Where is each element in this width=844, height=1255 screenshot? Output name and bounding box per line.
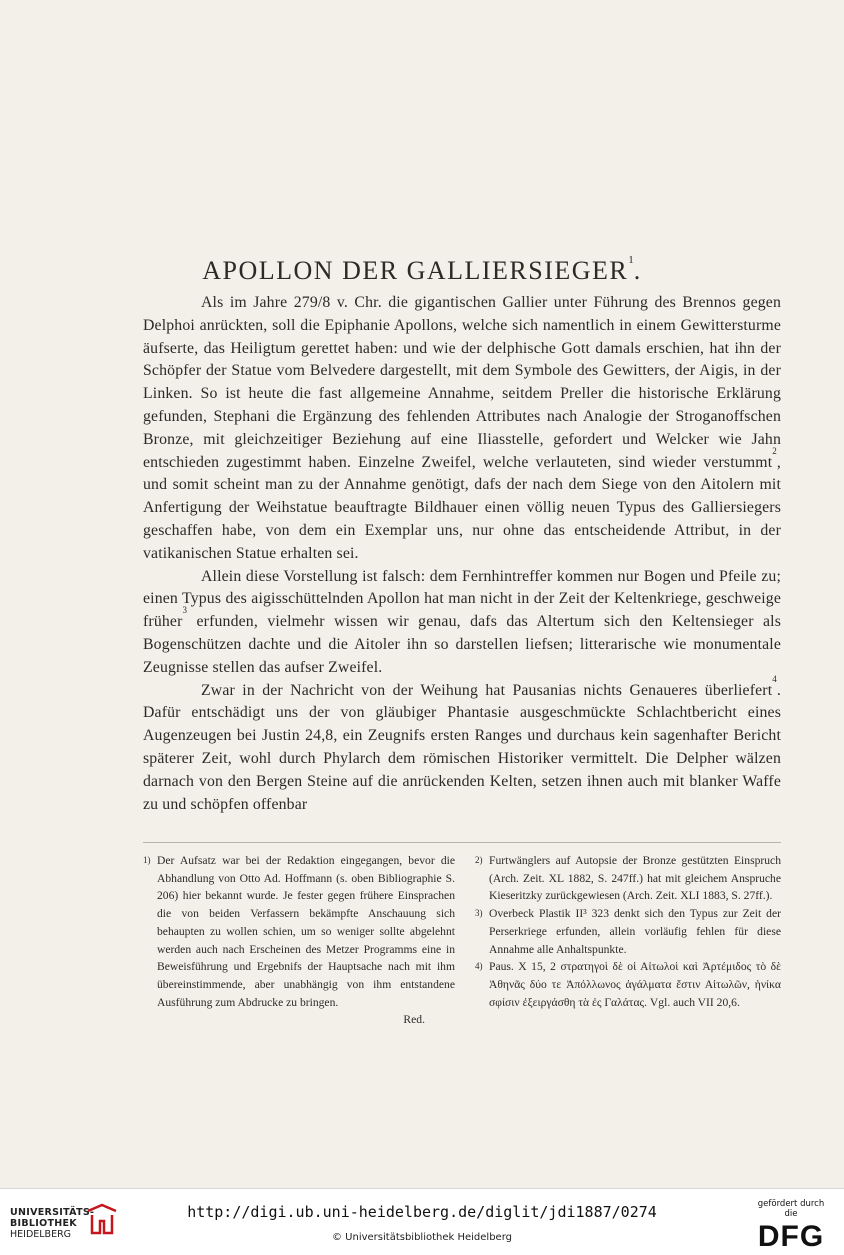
footnote-marker: 4 [772, 673, 777, 684]
footnote [475, 958, 781, 1011]
footnote-text: Paus. X 15, 2 στρατηγοὶ δὲ οἱ Αἰτωλοὶ καὶ Ἀρτέμιδος τὸ δὲ Ἀθηνᾶς δύο τε Ἀπόλλωνος ἀγάλματα ἔστιν Αἰτωλῶν, ἡνίκα σφίσιν ἐξειργάσθη τὰ ἐς Γαλάτας. Vgl. auch VII 20,6. [489, 960, 781, 1009]
footnote-number: 3) [475, 908, 483, 919]
footnotes-right-column [475, 852, 781, 1029]
body-text-run: Als im Jahre 279/8 v. Chr. die gigantischen Gallier unter Führung des Brennos gegen Delphoi anrückten, soll die Epiphanie Apollons, welche sich namentlich in einem Gewittersturme äufserte, das Heiligtum gerettet haben: und wie der delphische Gott damals erschien, hat ihn der Schöpfer der Statue vom Belvedere dargestellt, mit dem Symbole des Gewitters, der Aigis, in der Linken. So ist heute die fast allgemeine Annahme, seitdem Preller die historische Erklärung gefunden, Stephani die Ergänzung des fehlenden Attributes nach Analogie der Stroganoffschen Bronze, mit gleichzeitiger Beziehung auf eine Iliasstelle, gefordert und Welcker wie Jahn entschieden zugestimmt haben. Einzelne Zweifel, welche verlauteten, sind wieder verstummt [143, 294, 781, 471]
body-text-run: , und somit scheint man zu der Annahme genötigt, dafs der nach dem Siege von den Aitolern mit Anfertigung der Weihstatue beauftragte Bildhauer einen völlig neuen Typus des Galliersiegers geschaffen habe, von dem ein Exemplar uns, nur ohne das entscheidende Attribut, in der vatikanischen Statue erhalten sei. [143, 453, 781, 562]
footnote-divider [143, 842, 781, 843]
footnote-text: Furtwänglers auf Autopsie der Bronze gestützten Einspruch (Arch. Zeit. XL 1882, S. 247ff.) hat mit gleichem Anspruche Kieseritzky zurückgewiesen (Arch. Zeit. XLI 1883, S. 27ff.). [489, 854, 781, 903]
footnotes-left-column [143, 852, 455, 1029]
title-footnote-marker: 1 [628, 254, 634, 266]
footnote [475, 905, 781, 958]
footnote-marker: 3 [182, 605, 188, 616]
article-body [143, 292, 781, 816]
body-paragraph [143, 566, 781, 680]
body-text-run: . Dafür entschädigt uns der von gläubiger Phantasie ausgeschmückte Schlachtbericht eines Augenzeugen bei Justin 24,8, ein Zeugnifs ersten Ranges und durchaus kein sagenhafter Bericht späterer Zeit, wohl durch Phylarch dem römischen Historiker vermittelt. Die Delpher wälzen darnach von den Bergen Steine auf die anrückenden Kelten, setzen ihnen auch mit blanker Waffe zu und schöpfen offenbar [143, 681, 781, 813]
library-logo[interactable]: UNIVERSITÄTS- BIBLIOTHEK HEIDELBERG [10, 1207, 95, 1240]
article-title: APOLLON DER GALLIERSIEGER$^1$. [202, 254, 642, 285]
footnote-number: 1) [143, 855, 151, 865]
footnote-marker: 2 [772, 445, 777, 456]
footnotes [143, 852, 781, 1029]
copyright-notice: © Universitätsbibliothek Heidelberg [331, 1232, 512, 1243]
permalink-url[interactable]: http://digi.ub.uni-heidelberg.de/diglit/jdi1887/0274 [187, 1203, 657, 1221]
footnote-number: 2) [475, 855, 483, 865]
body-text-run: Zwar in der Nachricht von der Weihung hat Pausanias nichts Genaueres überliefert [201, 681, 773, 699]
body-paragraph [143, 673, 781, 817]
footnote-number: 4) [475, 961, 483, 972]
body-paragraph [143, 292, 781, 566]
body-text-run: Allein diese Vorstellung ist falsch: dem Fernhintreffer kommen nur Bogen und Pfeile zu; einen Typus des aigisschüttelnden Apollon hat man nicht in der Zeit der Keltenkriege, geschweige früher [143, 567, 781, 631]
footnote [475, 852, 781, 905]
body-text-run: erfunden, vielmehr wissen wir genau, dafs das Altertum sich den Keltensieger als Bogenschützen dachte und die Aitoler ihn so darstellen liefsen; litterarische wie monumentale Zeugnisse stellen das aufser Zweifel. [143, 613, 781, 676]
dfg-logo[interactable]: gefördert durch die DFG [757, 1199, 825, 1253]
footnote-text: Der Aufsatz war bei der Redaktion eingegangen, bevor die Abhandlung von Otto Ad. Hoffmann (s. oben Bibliographie S. 206) hier bekannt wurde. Je fester gegen frühere Einsprachen die von beiden Verfassern bekämpfte Anschauung sich behaupten zu wollen schien, um so weniger sollte abgelehnt werden auch nach Erscheinen des Metzer Programms eine in Beweisführung und Ergebnifs der Hauptsache nach mit ihm übereinstimmende, aber unabhängig von ihm entstandene Ausführung zum Abdrucke zu bringen. [157, 854, 455, 1009]
footnote [143, 852, 455, 1011]
viewer-footer [0, 1188, 844, 1255]
editor-signoff: Red. [403, 1013, 425, 1027]
footnote-text: Overbeck Plastik II³ 323 denkt sich den Typus zur Zeit der Perserkriege erfunden, allein vorläufig fehlen für diese Annahme alle Anhaltspunkte. [489, 907, 781, 956]
